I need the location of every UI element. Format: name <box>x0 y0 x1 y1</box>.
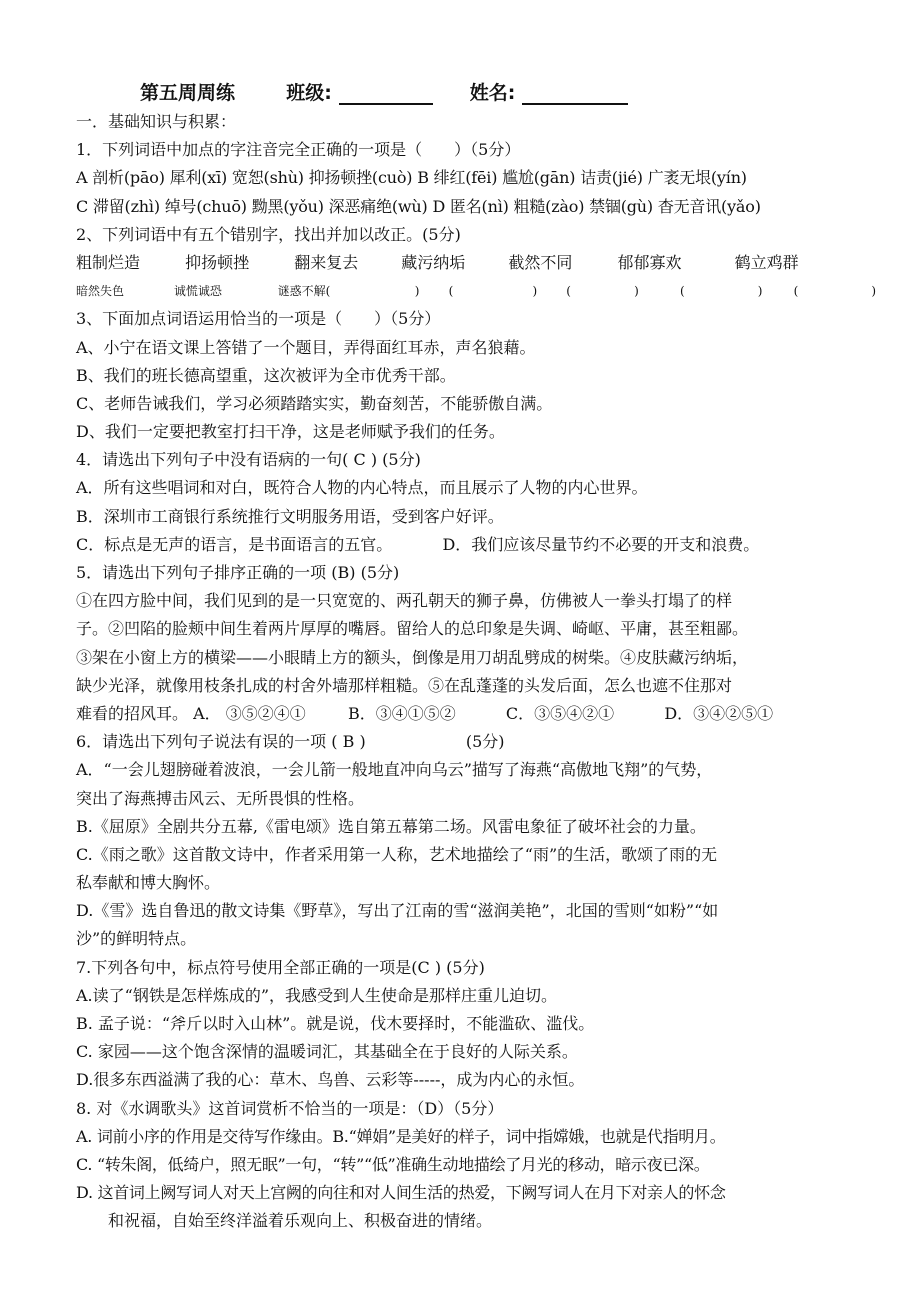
q7-option-d: D.很多东西溢满了我的心：草木、鸟兽、云彩等-----，成为内心的永恒。 <box>76 1070 585 1090</box>
q2-word: 郁郁寡欢 <box>617 252 682 272</box>
q2-word: 谜惑不解( <box>277 284 331 299</box>
q2-blank-paren[interactable]: ) <box>634 284 639 299</box>
worksheet-title: 第五周周练 <box>140 82 236 104</box>
q4-option-d: D．我们应该尽量节约不必要的开支和浪费。 <box>442 534 760 554</box>
q3-option-c: C、老师告诫我们，学习必须踏踏实实，勤奋刻苦，不能骄傲自满。 <box>76 393 553 413</box>
q1-options-ab: A 剖析(pāo) 犀利(xī) 宽恕(shù) 抑扬顿挫(cuò) B 绯红(fēi) 尴尬(gān) 诘责(jié) 广袤无垠(yín) <box>76 168 747 188</box>
q2-blank-paren[interactable]: ( <box>448 284 454 299</box>
q6-score: (5分) <box>465 732 505 752</box>
q1-stem: 1．下列词语中加点的字注音完全正确的一项是（ ）（5分） <box>76 140 521 160</box>
q6-option-b: B.《屈原》全剧共分五幕,《雷电颂》选自第五幕第二场。风雷电象征了破坏社会的力量。 <box>76 816 706 836</box>
q7-stem: 7.下列各句中，标点符号使用全部正确的一项是(C ) (5分) <box>76 957 485 977</box>
q6-option-d-cont: 沙”的鲜明特点。 <box>76 929 197 949</box>
q1-options-cd: C 滞留(zhì) 绰号(chuō) 黝黑(yǒu) 深恶痛绝(wù) D 匿名(nì) 粗糙(zào) 禁锢(gù) 杳无音讯(yǎo) <box>76 196 761 216</box>
q5-option-a: A． ③⑤②④① <box>193 703 306 723</box>
q3-option-d: D、我们一定要把教室打扫干净，这是老师赋予我们的任务。 <box>76 422 505 442</box>
q2-blank-paren[interactable]: ) <box>757 284 763 299</box>
q2-blank-paren[interactable]: ( <box>679 284 685 299</box>
q6-option-c-cont: 私奉献和博大胸怀。 <box>76 873 221 893</box>
q6-option-d: D.《雪》选自鲁迅的散文诗集《野草》，写出了江南的雪“滋润美艳”，北国的雪则“如粉”“如 <box>76 901 719 921</box>
q6-stem <box>76 728 856 756</box>
q5-passage-line: 缺少光泽，就像用枝条扎成的村舍外墙那样粗糙。⑤在乱蓬蓬的头发后面，怎么也遮不住那对 <box>76 675 733 695</box>
q8-option-d: D. 这首词上阙写词人对天上宫阙的向往和对人间生活的热爱，下阙写词人在月下对亲人的怀念 <box>76 1183 726 1203</box>
name-label: 姓名: <box>469 82 516 104</box>
q8-option-c: C. “转朱阁，低绮户，照无眠”一句，“转”“低”准确生动地描绘了月光的移动，暗示夜已深。 <box>76 1154 710 1174</box>
class-label: 班级: <box>286 82 332 104</box>
q5-passage-line: 子。②凹陷的脸颊中间生着两片厚厚的嘴唇。留给人的总印象是失调、崎岖、平庸，甚至粗鄙。 <box>76 619 749 639</box>
q8-option-d-cont: 和祝福，自始至终洋溢着乐观向上、积极奋进的情绪。 <box>108 1211 493 1231</box>
q7-option-c: C. 家园——这个饱含深情的温暖词汇，其基础全在于良好的人际关系。 <box>76 1042 578 1062</box>
q2-blank-paren[interactable]: ) <box>414 284 420 299</box>
q3-option-b: B、我们的班长德高望重，这次被评为全市优秀干部。 <box>76 365 456 385</box>
q6-option-c: C.《雨之歌》这首散文诗中，作者采用第一人称，艺术地描绘了“雨”的生活，歌颂了雨的无 <box>76 844 718 864</box>
q6-option-a-cont: 突出了海燕搏击风云、无所畏惧的性格。 <box>76 788 365 808</box>
q5-option-d: D．③④②⑤① <box>664 703 774 723</box>
q5-option-b: B．③④①⑤② <box>347 703 456 723</box>
q4-stem: 4．请选出下列句子中没有语病的一句( C ) (5分) <box>76 450 421 470</box>
q2-blank-paren[interactable]: ( <box>566 284 571 299</box>
q5-passage-line: ①在四方脸中间，我们见到的是一只宽宽的、两孔朝天的狮子鼻，仿佛被人一拳头打塌了的样 <box>76 591 733 611</box>
q3-option-a: A、小宁在语文课上答错了一个题目，弄得面红耳赤，声名狼藉。 <box>76 337 536 357</box>
q7-option-a: A.读了“钢铁是怎样炼成的”，我感受到人生使命是那样庄重儿迫切。 <box>76 985 558 1005</box>
q4-options-cd <box>76 531 856 559</box>
q5-option-c: C．③⑤④②① <box>505 703 615 723</box>
q2-words-row1 <box>76 249 856 277</box>
q2-word: 翻来复去 <box>294 252 359 272</box>
name-blank[interactable] <box>522 81 628 105</box>
q6-option-a: A．“一会儿翅膀碰着波浪，一会儿箭一般地直冲向乌云”描写了海燕“高傲地飞翔”的气势， <box>76 760 713 780</box>
q5-passage-end: 难看的招风耳。 <box>76 703 189 723</box>
q5-options-row <box>76 700 856 728</box>
q2-blank-paren[interactable]: ) <box>532 284 538 299</box>
q2-word: 粗制烂造 <box>76 252 141 272</box>
class-blank[interactable] <box>339 81 433 105</box>
q2-word: 鹤立鸡群 <box>734 252 799 272</box>
q4-option-a: A．所有这些唱词和对白，既符合人物的内心特点，而且展示了人物的内心世界。 <box>76 478 648 498</box>
q5-passage-line: ③架在小窗上方的横梁——小眼睛上方的额头，倒像是用刀胡乱劈成的树柴。④皮肤藏污纳垢， <box>76 647 749 667</box>
q5-stem: 5．请选出下列句子排序正确的一项 (B) (5分) <box>76 563 400 582</box>
q2-word: 藏污纳垢 <box>401 252 466 272</box>
q2-word: 抑扬顿挫 <box>185 252 250 272</box>
q2-blank-paren[interactable]: ) <box>871 284 877 299</box>
q2-word: 截然不同 <box>508 252 573 272</box>
q2-word: 暗然失色 <box>76 284 125 299</box>
q2-words-row2 <box>76 277 877 305</box>
q3-stem: 3、下面加点词语运用恰当的一项是（ ）（5分） <box>76 309 441 329</box>
q6-stem-text: 6．请选出下列句子说法有误的一项 ( B ) <box>76 732 366 752</box>
worksheet-header <box>140 78 628 106</box>
section-heading: 一．基础知识与积累： <box>76 112 237 131</box>
q4-option-b: B．深圳市工商银行系统推行文明服务用语，受到客户好评。 <box>76 506 504 526</box>
q4-option-c: C．标点是无声的语言，是书面语言的五官。 <box>76 534 393 554</box>
q8-options-ab: A. 词前小序的作用是交待写作缘由。B.“婵娟”是美好的样子，词中指嫦娥，也就是代指明月。 <box>76 1126 726 1146</box>
q2-blank-paren[interactable]: ( <box>793 284 799 299</box>
q2-stem: 2、下列词语中有五个错别字，找出并加以改正。(5分) <box>76 224 461 244</box>
q7-option-b: B. 孟子说：“斧斤以时入山林”。就是说，伐木要择时，不能滥砍、滥伐。 <box>76 1014 595 1033</box>
question-body <box>76 108 877 1236</box>
q8-stem: 8. 对《水调歌头》这首词赏析不恰当的一项是：（D）（5分） <box>76 1098 504 1118</box>
q2-word: 诚慌诚恐 <box>173 284 222 299</box>
